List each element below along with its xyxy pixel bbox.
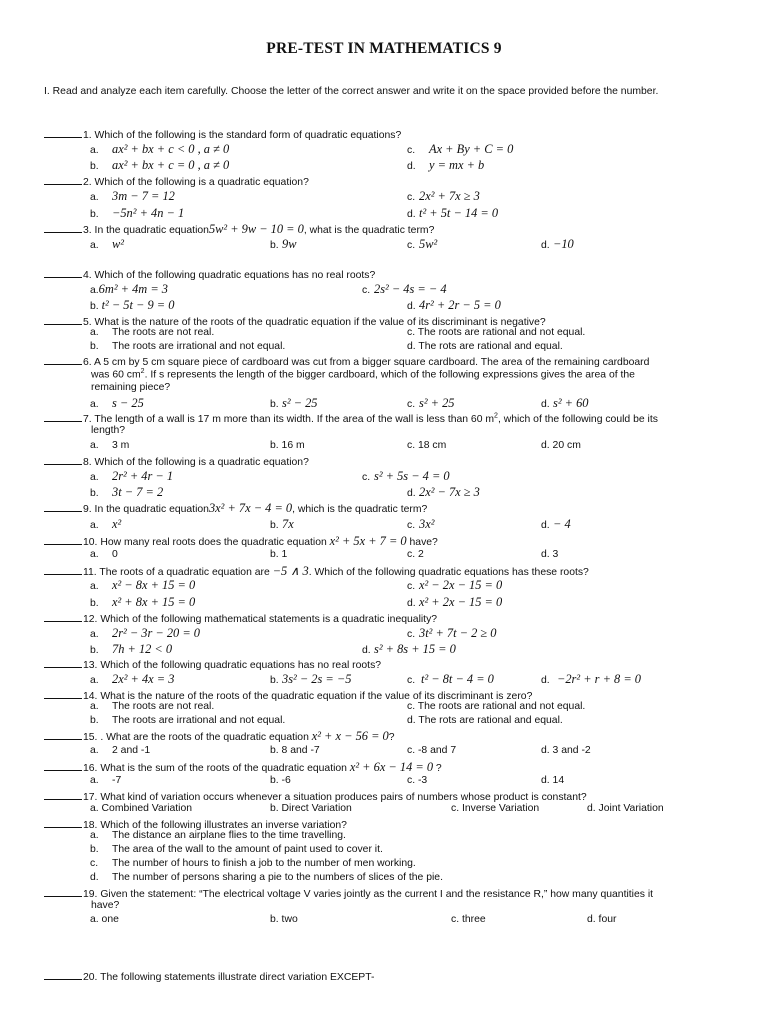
question-19: 19. Given the statement: “The electrical voltage V varies jointly as the current I and the resistance R,” how many quantities it <box>44 886 653 900</box>
question-19-line2: have? <box>91 900 120 911</box>
q8-option-d: d. 2x² − 7x ≥ 3 <box>407 485 480 499</box>
q1-option-a: a. ax² + bx + c < 0 , a ≠ 0 <box>90 142 230 156</box>
q19-option-a: a. one <box>90 914 119 925</box>
q17-option-d: d. Joint Variation <box>587 803 664 814</box>
question-7: 7. The length of a wall is 17 m more than its width. If the area of the wall is less than 60 $m^2$, which of the following could be its <box>44 411 658 425</box>
q4-option-c: c. 2s² − 4s = − 4 <box>362 282 447 296</box>
q14-option-a: a. The roots are not real. <box>90 701 215 712</box>
q15-option-d: d. 3 and -2 <box>541 745 591 756</box>
q10-option-b: b. 1 <box>270 549 288 560</box>
question-9: 9. In the quadratic equation3x² + 7x − 4 = 0, which is the quadratic term? <box>44 501 427 516</box>
q3-option-b: b. 9w <box>270 237 297 251</box>
question-8: 8. Which of the following is a quadratic equation? <box>44 454 309 468</box>
q9-option-b: b. 7x <box>270 517 294 531</box>
q19-option-c: c. three <box>451 914 486 925</box>
question-13: 13. Which of the following quadratic equations has no real roots? <box>44 657 381 671</box>
q17-option-a: a. Combined Variation <box>90 803 193 814</box>
q7-option-b: b. 16 m <box>270 440 305 451</box>
answer-blank <box>44 127 82 138</box>
q15-option-c: c. -8 and 7 <box>407 745 457 756</box>
question-6-line3: remaining piece? <box>91 382 171 393</box>
q18-option-b: b. The area of the wall to the amount of paint used to cover it. <box>90 844 383 855</box>
q5-option-c: c. The roots are rational and not equal. <box>407 327 586 338</box>
q13-option-c: c. t² − 8t − 4 = 0 <box>407 672 494 686</box>
q14-option-c: c. The roots are rational and not equal. <box>407 701 586 712</box>
q8-option-b: b. 3t − 7 = 2 <box>90 485 164 499</box>
page-title: PRE-TEST IN MATHEMATICS 9 <box>266 40 502 57</box>
question-14: 14. What is the nature of the roots of the quadratic equation if the value of its discriminant is zero? <box>44 688 532 702</box>
question-15: 15. . What are the roots of the quadratic equation x² + x − 56 = 0? <box>44 729 395 744</box>
q1-option-c: c. Ax + By + C = 0 <box>407 142 514 156</box>
q8-option-c: c. s² + 5s − 4 = 0 <box>362 469 450 483</box>
question-6: 6. A 5 cm by 5 cm square piece of cardboard was cut from a bigger square cardboard. The area of the remaining cardboard <box>44 354 649 368</box>
q6-option-a: a. s − 25 <box>90 396 144 410</box>
q1-option-d: d. y = mx + b <box>407 158 485 172</box>
q4-option-b: b. t² − 5t − 9 = 0 <box>90 298 175 312</box>
question-17: 17. What kind of variation occurs whenever a situation produces pairs of numbers whose product is constant? <box>44 789 587 803</box>
q5-option-a: a. The roots are not real. <box>90 327 215 338</box>
question-11: 11. The roots of a quadratic equation are −5 ∧ 3. Which of the following quadratic equations has these roots? <box>44 563 589 579</box>
q6-option-b: b. s² − 25 <box>270 396 318 410</box>
question-16: 16. What is the sum of the roots of the quadratic equation x² + 6x − 14 = 0 ? <box>44 760 442 775</box>
q15-option-a: a. 2 and -1 <box>90 745 151 756</box>
q14-option-d: d. The rots are rational and equal. <box>407 715 563 726</box>
question-12: 12. Which of the following mathematical statements is a quadratic inequality? <box>44 611 437 625</box>
q12-option-b: b. 7h + 12 < 0 <box>90 642 173 656</box>
q3-option-a: a. w² <box>90 237 124 251</box>
q7-option-d: d. 20 cm <box>541 440 581 451</box>
q12-option-c: c. 3t² + 7t − 2 ≥ 0 <box>407 626 497 640</box>
q6-option-d: d. s² + 60 <box>541 396 589 410</box>
q17-option-b: b. Direct Variation <box>270 803 352 814</box>
q2-option-a: a. 3m − 7 = 12 <box>90 189 175 203</box>
q16-option-b: b. -6 <box>270 775 291 786</box>
q7-option-c: c. 18 cm <box>407 440 447 451</box>
q4-option-a: a.6m² + 4m = 3 <box>90 282 168 296</box>
q11-option-d: d. x² + 2x − 15 = 0 <box>407 595 503 609</box>
q9-option-c: c. 3x² <box>407 517 435 531</box>
instructions: I. Read and analyze each item carefully. Choose the letter of the correct answer and write it on the space provided before the number. <box>44 86 659 97</box>
q18-option-c: c. The number of hours to finish a job to the number of men working. <box>90 858 416 869</box>
q13-option-d: d. −2r² + r + 8 = 0 <box>541 672 641 686</box>
question-5: 5. What is the nature of the roots of the quadratic equation if the value of its discriminant is negative? <box>44 314 546 328</box>
q17-option-c: c. Inverse Variation <box>451 803 540 814</box>
q12-option-a: a. 2r² − 3r − 20 = 0 <box>90 626 201 640</box>
question-20: 20. The following statements illustrate direct variation EXCEPT- <box>44 969 374 983</box>
question-6-line2: was 60 $cm^2$. If s represents the length of the bigger cardboard, which of the following expressions gives the area of the <box>91 368 635 381</box>
q11-option-a: a. x² − 8x + 15 = 0 <box>90 578 196 592</box>
question-10: 10. How many real roots does the quadratic equation x² + 5x + 7 = 0 have? <box>44 534 438 549</box>
q9-option-a: a. x² <box>90 517 122 531</box>
q2-option-c: c. 2x² + 7x ≥ 3 <box>407 189 480 203</box>
q3-option-d: d. −10 <box>541 237 574 251</box>
q16-option-d: d. 14 <box>541 775 565 786</box>
q10-option-d: d. 3 <box>541 549 559 560</box>
q19-option-b: b. two <box>270 914 298 925</box>
q19-option-d: d. four <box>587 914 617 925</box>
q13-option-a: a. 2x² + 4x = 3 <box>90 672 175 686</box>
q16-option-a: a. -7 <box>90 775 122 786</box>
q16-option-c: c. -3 <box>407 775 428 786</box>
q9-option-d: d. − 4 <box>541 517 571 531</box>
q10-option-c: c. 2 <box>407 549 424 560</box>
q6-option-c: c. s² + 25 <box>407 396 455 410</box>
q5-option-b: b. The roots are irrational and not equal. <box>90 341 286 352</box>
question-1: 1. Which of the following is the standard form of quadratic equations? <box>44 127 401 141</box>
q11-option-c: c. x² − 2x − 15 = 0 <box>407 578 503 592</box>
q8-option-a: a. 2r² + 4r − 1 <box>90 469 174 483</box>
q5-option-d: d. The rots are rational and equal. <box>407 341 563 352</box>
q2-option-b: b. −5n² + 4n − 1 <box>90 206 185 220</box>
q18-option-d: d. The number of persons sharing a pie to the numbers of slices of the pie. <box>90 872 443 883</box>
q11-option-b: b. x² + 8x + 15 = 0 <box>90 595 196 609</box>
question-3: 3. In the quadratic equation5w² + 9w − 10 = 0, what is the quadratic term? <box>44 222 434 237</box>
q2-option-d: d. t² + 5t − 14 = 0 <box>407 206 499 220</box>
q18-option-a: a. The distance an airplane flies to the time travelling. <box>90 830 346 841</box>
q14-option-b: b. The roots are irrational and not equal. <box>90 715 286 726</box>
q10-option-a: a. 0 <box>90 549 118 560</box>
q12-option-d: d. s² + 8s + 15 = 0 <box>362 642 456 656</box>
q3-option-c: c. 5w² <box>407 237 438 251</box>
q7-option-a: a. 3 m <box>90 440 130 451</box>
q15-option-b: b. 8 and -7 <box>270 745 320 756</box>
q4-option-d: d. 4r² + 2r − 5 = 0 <box>407 298 501 312</box>
q1-option-b: b. ax² + bx + c = 0 , a ≠ 0 <box>90 158 230 172</box>
question-2: 2. Which of the following is a quadratic equation? <box>44 174 309 188</box>
question-4: 4. Which of the following quadratic equations has no real roots? <box>44 267 375 281</box>
question-7-line2: length? <box>91 425 126 436</box>
question-18: 18. Which of the following illustrates an inverse variation? <box>44 817 347 831</box>
q13-option-b: b. 3s² − 2s = −5 <box>270 672 352 686</box>
